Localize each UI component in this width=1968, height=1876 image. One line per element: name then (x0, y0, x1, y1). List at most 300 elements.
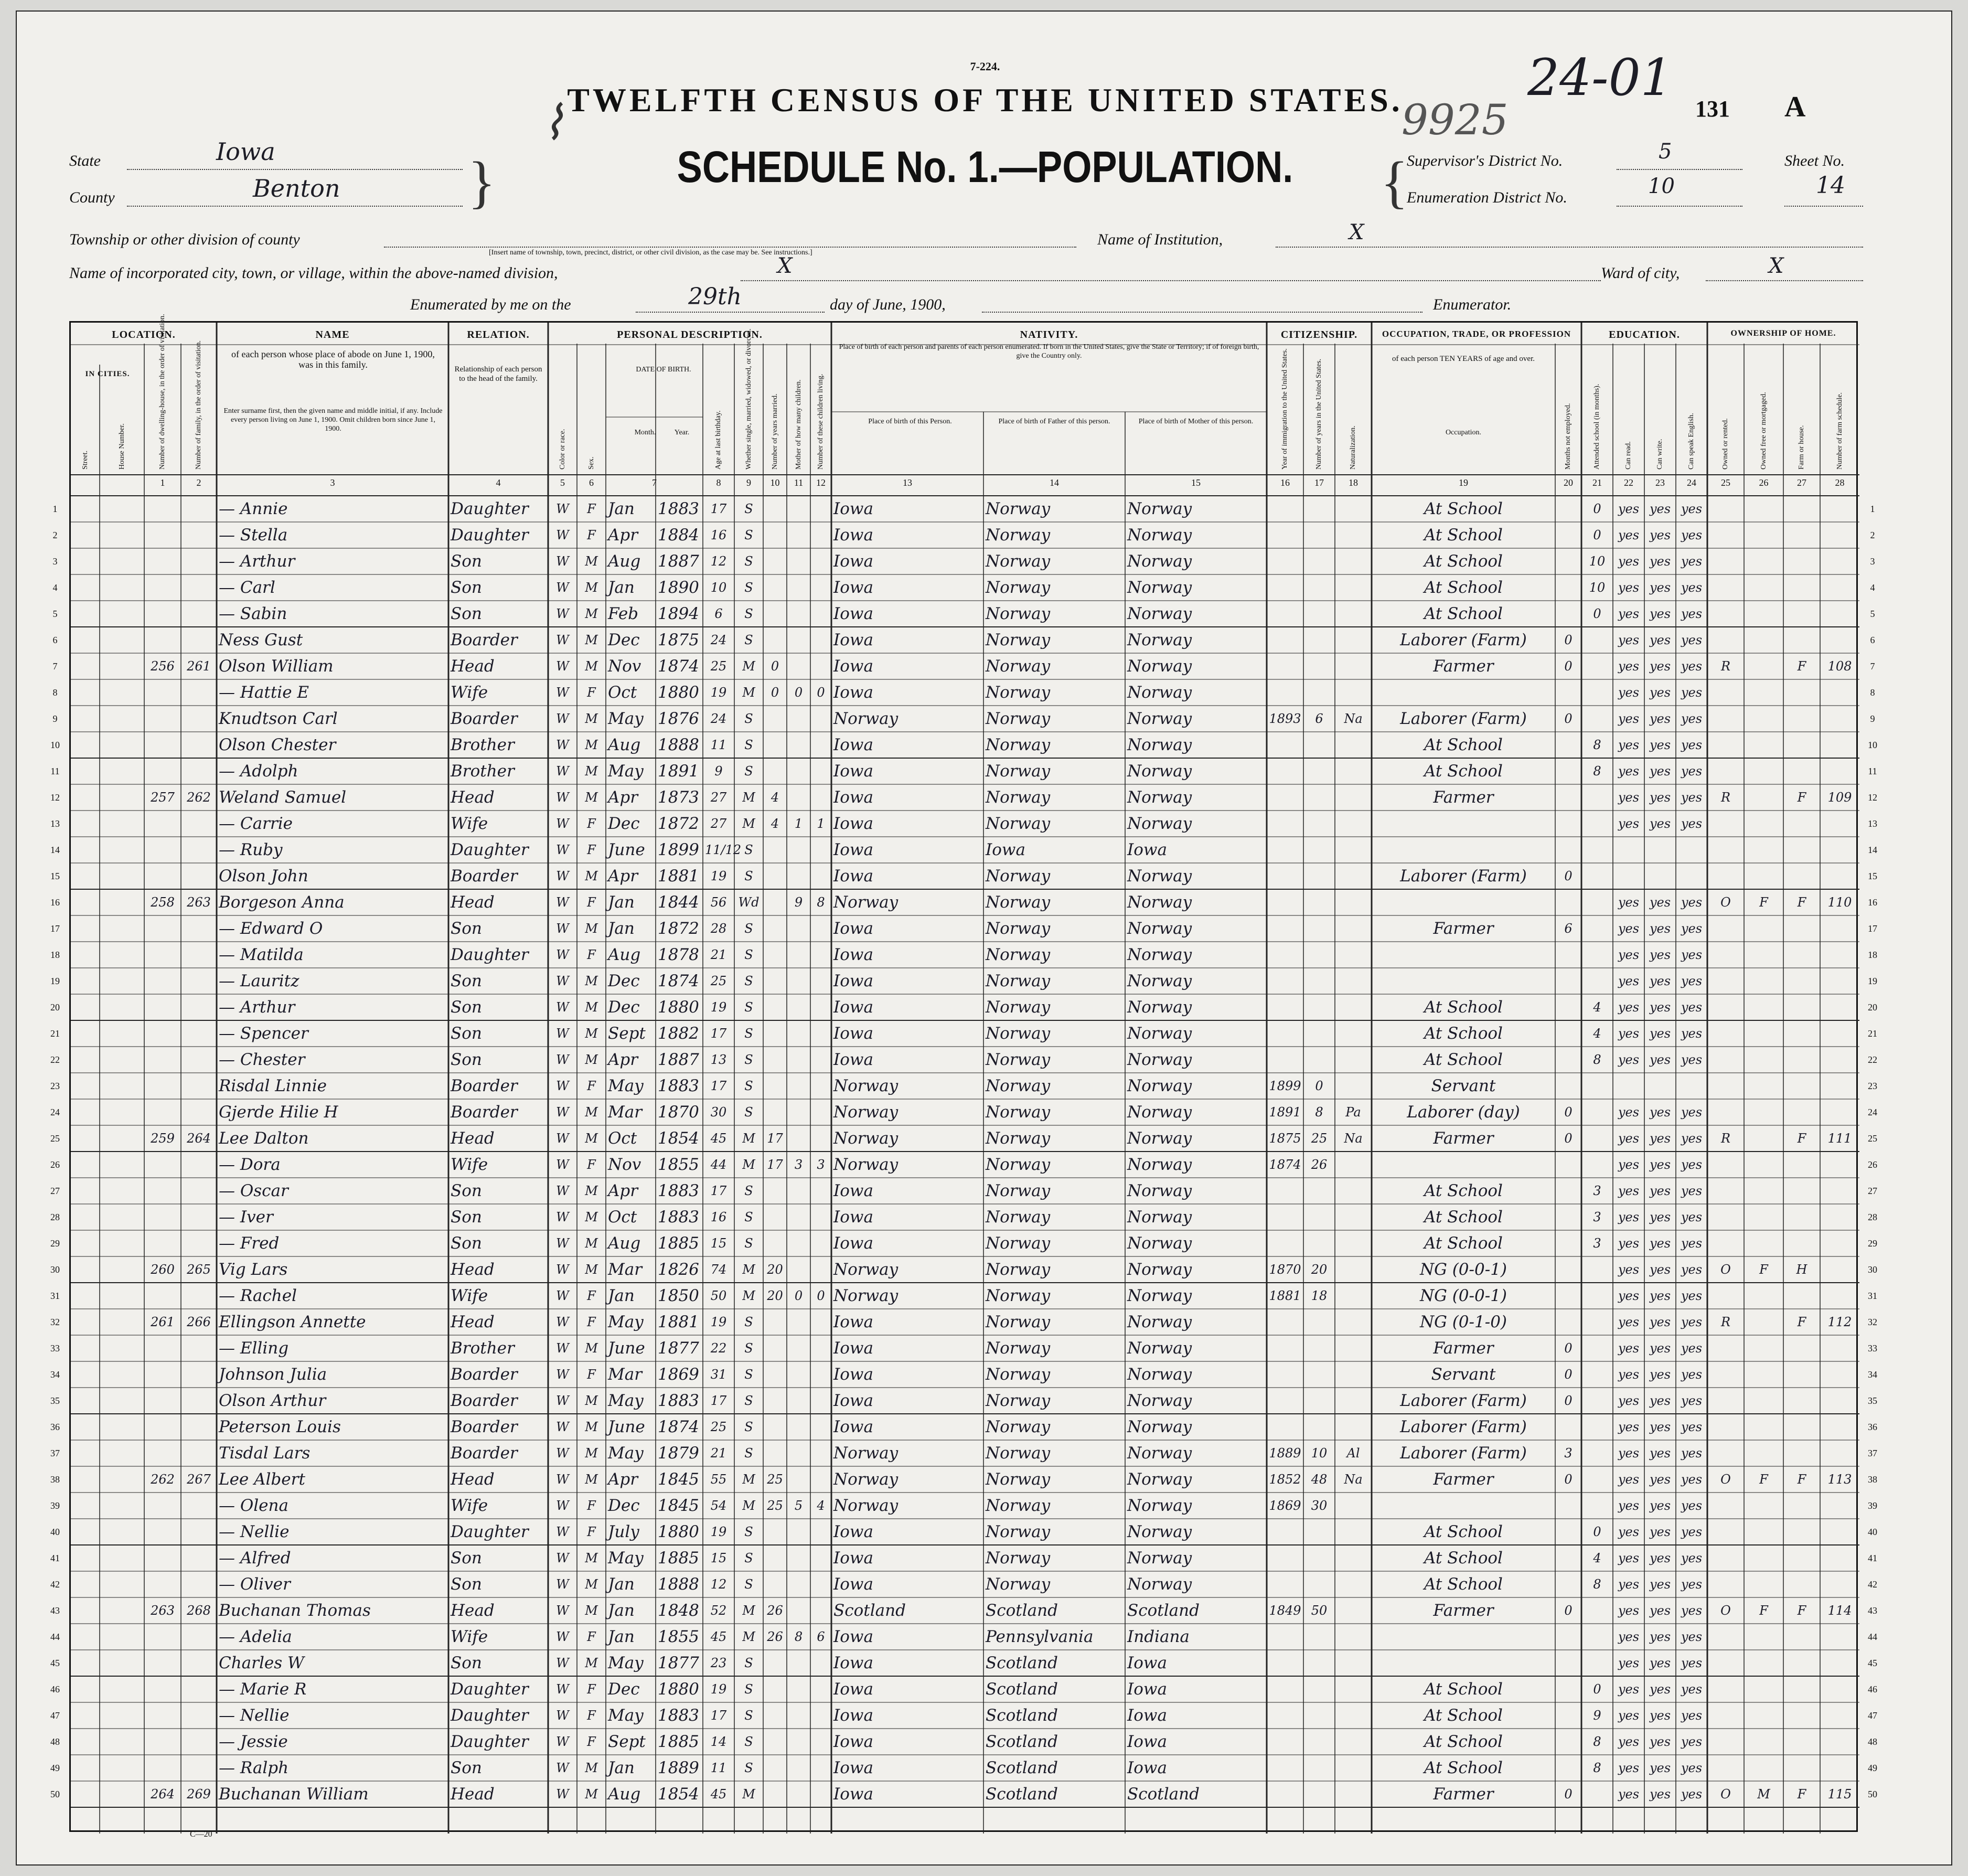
cell-sex: M (585, 1577, 598, 1592)
line-number-left: 19 (50, 976, 60, 986)
cell-sex: M (585, 659, 598, 674)
cell-dw (146, 1335, 179, 1361)
cell-rd: yes (1618, 1577, 1640, 1592)
column-number: 2 (196, 477, 201, 488)
cell-imm: 1889 (1269, 1446, 1301, 1461)
cell-rel: Head (451, 1129, 495, 1148)
cell-fam: 267 (187, 1472, 211, 1487)
cell-en: yes (1681, 580, 1703, 595)
cell-mne (1557, 1650, 1579, 1676)
cell-ym (765, 496, 785, 522)
cell-farm (1785, 968, 1818, 994)
line-number-left: 43 (50, 1605, 60, 1616)
cell-rel: Son (451, 1654, 482, 1672)
cell-en: yes (1681, 1498, 1703, 1513)
cell-name: — Spencer (219, 1024, 308, 1043)
cell-mon: Dec (608, 998, 640, 1017)
cell-wr: yes (1649, 1734, 1671, 1749)
cell-nat (1337, 863, 1370, 889)
cell-nat (1337, 496, 1370, 522)
cell-en: yes (1681, 1603, 1703, 1618)
cell-lv: 0 (817, 1288, 825, 1303)
cell-col: W (556, 1787, 569, 1802)
cell-bm: Norway (1127, 1076, 1192, 1095)
cell-fsch: 113 (1827, 1472, 1852, 1487)
line-number-right: 14 (1868, 845, 1877, 855)
cell-mort (1746, 627, 1781, 653)
cell-ch: 5 (794, 1498, 803, 1513)
cell-lv (812, 968, 829, 994)
cell-ym (765, 863, 785, 889)
cell-rel: Daughter (451, 945, 529, 964)
line-number-right: 1 (1870, 504, 1875, 514)
cell-age: 55 (710, 1472, 727, 1487)
line-number-right: 3 (1870, 556, 1875, 567)
cell-en: yes (1681, 1288, 1703, 1303)
cell-fsch (1822, 1178, 1857, 1204)
cell-bp: Iowa (833, 1391, 873, 1410)
cell-age: 19 (710, 1315, 727, 1329)
cell-own: O (1720, 1472, 1731, 1487)
cell-mne: 0 (1564, 659, 1573, 674)
group-name: NAME (315, 329, 350, 340)
cell-rel: Boarder (451, 1103, 518, 1122)
cell-own (1709, 1729, 1742, 1755)
line-number-left: 39 (50, 1500, 60, 1511)
cell-name: — Carrie (219, 814, 293, 833)
cell-name: — Iver (219, 1208, 273, 1227)
line-number-right: 34 (1868, 1369, 1877, 1380)
cell-wr: yes (1649, 974, 1671, 988)
cell-ch (789, 758, 808, 784)
cell-bp: Iowa (833, 657, 873, 676)
cell-age: 50 (710, 1288, 727, 1303)
cell-lv (812, 1073, 829, 1099)
cell-imm (1269, 732, 1301, 758)
cell-name: — Marie R (219, 1680, 307, 1699)
cell-yr: 1880 (658, 1680, 699, 1699)
cell-nat: Na (1344, 1472, 1363, 1487)
sheet-number: 131 (1695, 96, 1730, 122)
line-number-left: 45 (50, 1658, 60, 1668)
cell-lv (812, 1781, 829, 1807)
cell-mar: M (742, 1131, 755, 1146)
cell-farm (1785, 1152, 1818, 1178)
cell-occ: Farmer (1433, 1601, 1494, 1620)
enumerated-rest: day of June, 1900, (830, 296, 946, 313)
cell-bp: Iowa (833, 1627, 873, 1646)
cell-sex: F (587, 947, 596, 962)
cell-nat (1337, 994, 1370, 1020)
cell-lv: 1 (817, 816, 825, 831)
cell-mon: May (608, 1076, 644, 1095)
cell-age: 12 (710, 554, 727, 569)
cell-nat (1337, 627, 1370, 653)
cell-rd (1615, 863, 1642, 889)
cell-sex: F (587, 843, 596, 857)
cell-imm (1269, 1230, 1301, 1256)
cell-mne: 0 (1564, 1393, 1573, 1408)
township-label: Township or other division of county (69, 231, 300, 248)
cell-fsch (1822, 811, 1857, 837)
cell-occ: At School (1424, 1522, 1503, 1541)
cell-mar: S (744, 1446, 753, 1461)
cell-nat (1337, 1650, 1370, 1676)
cell-ch: 8 (794, 1629, 803, 1644)
line-number-right: 29 (1868, 1238, 1877, 1249)
cell-mort (1746, 1414, 1781, 1440)
cell-mar: S (744, 1105, 753, 1120)
city-value: X (777, 254, 793, 278)
cell-en: yes (1681, 1105, 1703, 1120)
line-number-left: 25 (50, 1133, 60, 1144)
cell-age: 17 (710, 1079, 727, 1093)
cell-age: 19 (710, 1682, 727, 1697)
cell-yr: 1872 (658, 814, 699, 833)
cell-mon: June (608, 1339, 645, 1358)
column-number: 17 (1314, 477, 1324, 488)
cell-mar: S (744, 1577, 753, 1592)
cell-mar: S (744, 1525, 753, 1539)
cell-imm: 1874 (1269, 1157, 1301, 1172)
column-number: 19 (1459, 477, 1468, 488)
cell-rel: Head (451, 1260, 495, 1279)
line-number-right: 12 (1868, 792, 1877, 803)
cell-dw (146, 627, 179, 653)
header-name: of each person whose place of abode on June 1, 1900, was in this family. (231, 349, 435, 370)
cell-farm (1785, 1020, 1818, 1047)
cell-ch (789, 1519, 808, 1545)
header-nativity-note: Place of birth of each person and parents of each person enumerated. If born in the United States, give the State or Territory; if of foreign birth, give the Country only. (839, 343, 1259, 360)
cell-bp: Iowa (833, 814, 873, 833)
group-in-cities: IN CITIES. (85, 370, 130, 378)
line-number-right: 37 (1868, 1448, 1877, 1458)
cell-wr: yes (1649, 816, 1671, 831)
cell-ym (765, 1729, 785, 1755)
cell-fam (183, 1204, 215, 1230)
cell-name: Knudtson Carl (219, 709, 338, 728)
cell-yus: 8 (1315, 1105, 1323, 1120)
header-birth: DATE OF BIRTH. (636, 366, 691, 374)
cell-farm (1785, 1230, 1818, 1256)
cell-ch (789, 1020, 808, 1047)
cell-bf: Pennsylvania (986, 1627, 1094, 1646)
cell-farm (1785, 732, 1818, 758)
cell-sch (1584, 1624, 1611, 1650)
cell-yr: 1873 (658, 788, 699, 807)
cell-fsch (1822, 1335, 1857, 1361)
cell-rel: Head (451, 1785, 495, 1804)
cell-name: Peterson Louis (219, 1417, 341, 1436)
cell-en: yes (1681, 554, 1703, 569)
cell-rd: yes (1618, 1288, 1640, 1303)
cell-mon: Dec (608, 1496, 640, 1515)
cell-wr (1646, 837, 1674, 863)
cell-occ (1374, 942, 1553, 968)
cell-mon: Mar (608, 1103, 643, 1122)
cell-yus: 0 (1315, 1079, 1323, 1093)
cell-lv (812, 496, 829, 522)
cell-en: yes (1681, 1787, 1703, 1802)
cell-dw (146, 706, 179, 732)
cell-bp: Iowa (833, 1365, 873, 1384)
cell-yus (1306, 1545, 1333, 1571)
cell-mort (1746, 1624, 1781, 1650)
cell-sch (1584, 837, 1611, 863)
cell-sch (1584, 1073, 1611, 1099)
cell-mort (1746, 1125, 1781, 1152)
sheet-label: Sheet No. (1784, 152, 1845, 169)
cell-bf: Scotland (986, 1601, 1058, 1620)
cell-en: yes (1681, 1551, 1703, 1565)
cell-wr: yes (1649, 1682, 1671, 1697)
cell-ch (789, 1099, 808, 1125)
cell-ym: 0 (771, 685, 779, 700)
column-number: 27 (1797, 477, 1806, 488)
cell-sex: M (585, 1131, 598, 1146)
cell-fsch (1822, 1020, 1857, 1047)
cell-fsch (1822, 837, 1857, 863)
cell-mne (1557, 942, 1579, 968)
cell-wr: yes (1649, 764, 1671, 779)
line-number-left: 15 (50, 871, 60, 881)
cell-bf: Norway (986, 1260, 1051, 1279)
cell-lv (812, 1466, 829, 1493)
cell-farm: F (1797, 790, 1806, 805)
cell-col: W (556, 1052, 569, 1067)
cell-mne (1557, 548, 1579, 574)
cell-occ: At School (1424, 578, 1503, 597)
cell-sch: 8 (1593, 1734, 1601, 1749)
cell-sex: M (585, 921, 598, 936)
cell-bp: Norway (833, 1444, 899, 1463)
cell-col: W (556, 764, 569, 779)
cell-occ: At School (1424, 604, 1503, 623)
cell-yus (1306, 1309, 1333, 1335)
cell-fam (183, 837, 215, 863)
cell-farm (1785, 942, 1818, 968)
cell-age: 25 (710, 974, 727, 988)
cell-sex: M (585, 1262, 598, 1277)
cell-fsch (1822, 627, 1857, 653)
cell-rel: Son (451, 1758, 482, 1777)
cell-own (1709, 574, 1742, 601)
cell-wr: yes (1649, 1184, 1671, 1198)
cell-rel: Head (451, 1601, 495, 1620)
cell-imm (1269, 968, 1301, 994)
vertical-header-color: Color or race. (558, 429, 566, 470)
cell-nat (1337, 1597, 1370, 1624)
cell-bf: Norway (986, 631, 1051, 649)
cell-lv: 8 (817, 895, 825, 910)
city-line (741, 280, 1601, 281)
cell-bm: Norway (1127, 1129, 1192, 1148)
line-number-left: 8 (52, 687, 58, 698)
cell-own (1709, 1283, 1742, 1309)
cell-rel: Boarder (451, 709, 518, 728)
cell-mort (1746, 942, 1781, 968)
cell-bp: Iowa (833, 1785, 873, 1804)
line-number-right: 41 (1868, 1553, 1877, 1563)
cell-dw: 264 (151, 1787, 175, 1802)
cell-yr: 1870 (658, 1103, 699, 1122)
cell-yr: 1826 (658, 1260, 699, 1279)
line-number-right: 49 (1868, 1763, 1877, 1773)
cell-bm: Scotland (1127, 1785, 1200, 1804)
line-number-left: 50 (50, 1789, 60, 1799)
cell-rel: Boarder (451, 1365, 518, 1384)
cell-yr: 1876 (658, 709, 699, 728)
cell-imm (1269, 1519, 1301, 1545)
line-number-right: 46 (1868, 1684, 1877, 1694)
ward-value: X (1769, 254, 1784, 278)
schedule-title: SCHEDULE No. 1.—POPULATION. (677, 142, 1293, 191)
cell-mon: Mar (608, 1260, 643, 1279)
cell-bp: Iowa (833, 972, 873, 990)
cell-ch (789, 1335, 808, 1361)
cell-sch (1584, 863, 1611, 889)
cell-fam: 261 (187, 659, 211, 674)
cell-rd: yes (1618, 816, 1640, 831)
cell-age: 15 (710, 1236, 727, 1251)
cell-dw (146, 968, 179, 994)
cell-name: — Hattie E (219, 683, 309, 702)
cell-rel: Daughter (451, 1732, 529, 1751)
cell-col: W (556, 869, 569, 883)
institution-value: X (1349, 220, 1364, 244)
cell-dw (146, 994, 179, 1020)
cell-sex: F (587, 528, 596, 542)
cell-dw (146, 1440, 179, 1466)
cell-wr: yes (1649, 659, 1671, 674)
cell-bm: Scotland (1127, 1601, 1200, 1620)
cell-yus: 6 (1315, 711, 1323, 726)
cell-en: yes (1681, 1341, 1703, 1356)
cell-mne (1557, 889, 1579, 915)
cell-bp: Iowa (833, 945, 873, 964)
cell-mne (1557, 1702, 1579, 1729)
line-number-left: 9 (52, 713, 58, 724)
cell-name: — Edward O (219, 919, 323, 938)
cell-ch: 1 (794, 816, 803, 831)
cell-rd: yes (1618, 738, 1640, 752)
cell-yr: 1883 (658, 499, 699, 518)
cell-col: W (556, 1315, 569, 1329)
ward-label: Ward of city, (1601, 264, 1680, 282)
line-number-right: 13 (1868, 818, 1877, 829)
cell-nat (1337, 1283, 1370, 1309)
column-number: 24 (1687, 477, 1696, 488)
cell-en: yes (1681, 1577, 1703, 1592)
cell-mne (1557, 784, 1579, 811)
line-number-right: 28 (1868, 1212, 1877, 1222)
cell-farm (1785, 1571, 1818, 1597)
cell-rel: Son (451, 919, 482, 938)
cell-imm: 1881 (1269, 1288, 1301, 1303)
cell-wr: yes (1649, 606, 1671, 621)
cell-fsch (1822, 863, 1857, 889)
line-number-right: 15 (1868, 871, 1877, 881)
cell-fsch (1822, 1702, 1857, 1729)
cell-rel: Wife (451, 1155, 488, 1174)
cell-dw (146, 1729, 179, 1755)
line-number-left: 29 (50, 1238, 60, 1249)
cell-mort (1746, 1230, 1781, 1256)
line-number-left: 14 (50, 845, 60, 855)
cell-imm (1269, 1781, 1301, 1807)
group-citizenship: CITIZENSHIP. (1280, 329, 1358, 340)
cell-dw (146, 1519, 179, 1545)
cell-mon: Sept (608, 1732, 646, 1751)
cell-mon: Oct (608, 683, 637, 702)
cell-name: Borgeson Anna (219, 893, 345, 912)
cell-age: 45 (710, 1131, 727, 1146)
cell-mne (1557, 1230, 1579, 1256)
cell-ym (765, 1335, 785, 1361)
cell-fam (183, 1493, 215, 1519)
cell-rel: Son (451, 1050, 482, 1069)
cell-mort (1746, 1571, 1781, 1597)
cell-mon: Nov (608, 657, 641, 676)
cell-nat (1337, 915, 1370, 942)
cell-farm (1785, 1545, 1818, 1571)
cell-imm: 1852 (1269, 1472, 1301, 1487)
cell-yr: 1848 (658, 1601, 699, 1620)
corner-number: 24-01 (1527, 48, 1673, 107)
cell-ym: 20 (767, 1262, 783, 1277)
cell-fam (183, 1519, 215, 1545)
cell-yr: 1885 (658, 1549, 699, 1568)
cell-bp: Iowa (833, 998, 873, 1017)
cell-yr: 1885 (658, 1732, 699, 1751)
cell-lv (812, 837, 829, 863)
vertical-header-family: Number of family, in the order of visitation. (195, 340, 202, 470)
cell-mar: S (744, 1184, 753, 1198)
cell-lv (812, 994, 829, 1020)
cell-mon: May (608, 762, 644, 781)
cell-rd: yes (1618, 947, 1640, 962)
cell-own (1709, 627, 1742, 653)
cell-fsch: 114 (1827, 1603, 1852, 1618)
cell-yr: 1899 (658, 840, 699, 859)
cell-yus: 25 (1311, 1131, 1328, 1146)
cell-sex: M (585, 554, 598, 569)
cell-yr: 1850 (658, 1286, 699, 1305)
cell-bm: Norway (1127, 1313, 1192, 1331)
cell-occ: At School (1424, 552, 1503, 571)
cell-wr: yes (1649, 528, 1671, 542)
cell-col: W (556, 1210, 569, 1224)
cell-mon: May (608, 1391, 644, 1410)
cell-ym (765, 732, 785, 758)
cell-yr: 1875 (658, 631, 699, 649)
cell-mar: S (744, 554, 753, 569)
cell-imm (1269, 758, 1301, 784)
cell-nat (1337, 968, 1370, 994)
cell-bm: Norway (1127, 578, 1192, 597)
cell-fam (183, 1073, 215, 1099)
cell-ch (789, 522, 808, 548)
cell-age: 17 (710, 1393, 727, 1408)
cell-mon: Jan (608, 1601, 635, 1620)
cell-en: yes (1681, 1761, 1703, 1775)
cell-ym (765, 522, 785, 548)
cell-sch (1584, 811, 1611, 837)
cell-rel: Son (451, 552, 482, 571)
cell-occ (1374, 1152, 1553, 1178)
cell-age: 44 (710, 1157, 727, 1172)
cell-dw (146, 1388, 179, 1414)
